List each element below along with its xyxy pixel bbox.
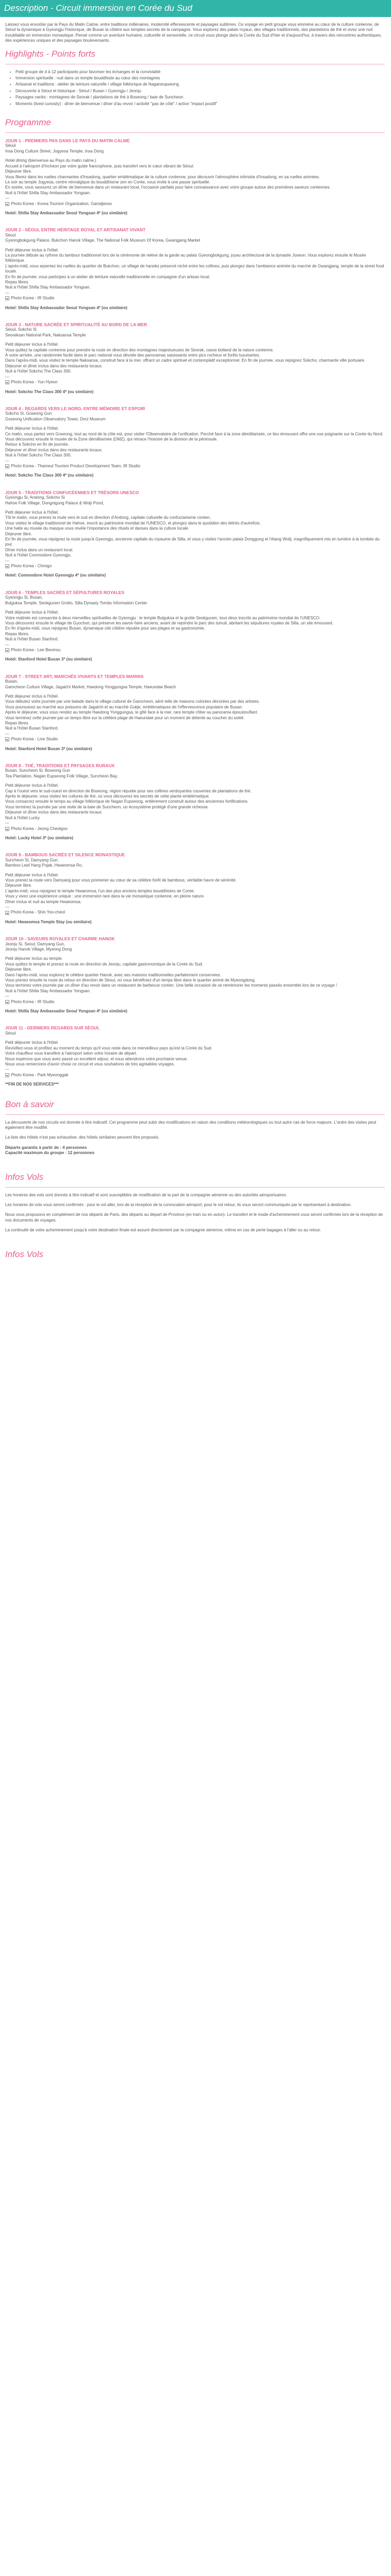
hotel-line: Hotel: Shilla Stay Ambassador Seoul Yongsan 4* (ou similaire) <box>5 1009 127 1014</box>
day-location: Sokcho Si, Goseong Gun <box>5 411 52 416</box>
day-text: Vous découvrez ensuite le village de Gyochon, qui préserve les savoir-faire anciens, avant de rejoindre le parc des tumuli, abritant les sépultures royales de Silla, un site émouvant. <box>5 620 334 625</box>
separator: --- <box>5 458 9 463</box>
content <box>0 22 391 1260</box>
intro-paragraph: Laissez vous envoûter par le Pays du Matin Calme, entre traditions millénaires, modernité effervescente et paysages sublimes. Ce voyage en petit groupe vous emmène au cœur de la culture coréenne, de Séoul la dynamique à Gyeongju l'historique, de Busan la côtière aux temples secrets de la campagne. Vous explorez des palais royaux, des villages traditionnels, des plantations de thé et vivez une nuit inoubliable en immersion monastique. Pensé comme un aventure humaine, culturelle et sensorielle, ce circuit vous plonge dans la Corée du Sud d'hier et d'aujourd'hui, à travers des rencontres authentiques, des expériences uniques et des paysages bouleversants. <box>5 22 382 43</box>
day-text: Dîner inclus et nuit au temple Hwaeomsa. <box>5 899 82 904</box>
infos-title-2: Infos Vols <box>5 1249 44 1259</box>
program-days <box>5 138 385 1087</box>
image-icon <box>5 737 9 741</box>
day-text: Le soir au temple Jogyesa, centre névralgique du bouddhisme zen en Corée, vous invite à une pause spirituelle. <box>5 179 210 184</box>
day-location: Busan, <box>5 679 18 684</box>
separator: --- <box>5 374 9 379</box>
day-text: Petit déjeuner inclus à l'hôtel. <box>5 426 59 431</box>
image-icon <box>5 464 9 468</box>
day-text: Petit déjeuner inclus au temple. <box>5 956 63 961</box>
program-title: Programme <box>5 117 51 128</box>
bon-title: Bon à savoir <box>5 1099 54 1109</box>
photo-credit <box>5 826 385 832</box>
day-text: En fin de journée, vous rejoignez la route jusqu'à Gyeongju, ancienne capitale du royaume de Silla, et vous y visitez l'ancien palais Donggung et l'étang Wolji, magnifiquement mis en lumière à la tombée du jour. <box>5 537 380 547</box>
day-places: Tea Plantation, Nagan Eupseong Folk Village, Suncheon Bay, <box>5 773 118 778</box>
day-places: Gamcheon Culture Village, Jagalchi Market, Haedong Yonggungsa Temple, Haeundae Beach <box>5 684 176 689</box>
day-text: Nuit à l'hôtel Sokcho The Class 300. <box>5 453 72 458</box>
day-text: À votre arrivée, une randonnée facile dans le parc national vous dévoile des panoramas saisissants entre pics rocheux et forêts luxuriantes. <box>5 353 260 358</box>
day-location: Séoul <box>5 232 16 238</box>
day-text: Hotel dining (bienvenue au Pays du matin calme.) <box>5 158 96 163</box>
program-day <box>5 674 385 752</box>
day-text: Petit déjeuner inclus à l'hôtel. <box>5 1040 59 1045</box>
photo-credit <box>5 999 385 1005</box>
highlight-item: • Artisanat et traditions : atelier de teinture naturelle / village folklorique de Naganeupseong <box>15 82 385 87</box>
image-icon <box>5 202 9 206</box>
day-text: Une halte au musée du masque vous révèle l'importance des rituels et danses dans la culture locale. <box>5 526 189 531</box>
separator: --- <box>5 1067 9 1072</box>
day-text: Votre chauffeur vous transfère à l'aéroport selon votre horaire de départ. <box>5 1051 137 1056</box>
day-text: Après le déjeuner, vous vous rendez au temple Haedong Yonggungsa, le gîté face à la mer, rare temple côtier au panorama époustouflant. <box>5 710 258 715</box>
day-text: Nuit à l'hôtel Sokcho The Class 300. <box>5 369 72 374</box>
day-text: Petit déjeuner inclus à l'hôtel. <box>5 342 59 347</box>
day-location: Jeonju Si, Seoul, Damyang Gun, <box>5 941 66 946</box>
day-text: Tôt le matin, vous prenez la route vers le sud en direction d'Andong, capitale culturelle du confucianisme coréen. <box>5 515 211 520</box>
program-day <box>5 1025 385 1087</box>
day-text: Vous poursuivez au marché aux poissons de Jagalchi et au marché Gukje, emblématiques de l'effervescence populaire de Busan. <box>5 704 243 709</box>
day-title: JOUR 4 - REGARDS VERS LE NORD, ENTRE MÉMOIRE ET ESPOIR <box>5 405 145 411</box>
hotel-line: Hotel: Stanford Hotel Busan 3* (ou similaire) <box>5 746 92 751</box>
day-text: Ce matin, vous partez vers Goseong, tout au nord de la côte est, pour visiter l'Observatoire de l'unification. Perché face à la zone démilitarisée, ce lieu émouvant offre une vue poignante sur la Corée du Nord. <box>5 431 384 436</box>
program-day <box>5 590 385 663</box>
day-text: Vous y vivez une expérience unique : une immersion rare dans la vie monastique coréenne, en pleine nature. <box>5 894 205 899</box>
day-text: Dîner inclus dans un restaurant local. <box>5 547 74 552</box>
program-day <box>5 490 385 579</box>
day-text: Déjeuner et dîner inclus dans des restaurants locaux. <box>5 810 103 815</box>
day-text: Nuit à l'hôtel Busan Stanford. <box>5 637 59 642</box>
hotel-line: Hotel: Commodore Hotel Gyeongju 4* (ou similaire) <box>5 573 106 578</box>
day-text: Votre matinée est consacrée à deux merveilles spirituelles de Gyeongju : le temple Bulguksa et la grotte Seokguram, tous deux inscrits au patrimoine mondial de l'UNESCO. <box>5 615 321 620</box>
day-text: Vous consacrez ensuite le temps au village folklorique de Nagan Eupseong, entièrement construit autour des anciennes fortifications. <box>5 799 249 804</box>
day-text: Vous prenez ensuite la route du retour en direction de Séoul, où vous bénéficiez d'un temps libre dans le quartier animé de Myeongdong. <box>5 978 256 983</box>
day-location: Suncheon Si, Damyang Gun, <box>5 857 59 862</box>
day-text: Cap à l'ouest vers le sud-ouest en direction de Boseong, région réputée pour ses collines verdoyantes couvertes de plantations de thé. <box>5 788 252 793</box>
day-places: Hahoe Folk Village, Dongnigung Palace & Wolji Pond, <box>5 500 104 505</box>
day-text: Vous prenez la route vers Damyang pour vous promener au cœur de sa célèbre forêt de bambous, véritable havre de sérénité. <box>5 877 237 883</box>
day-location: Busan, Suncheon Si, Boseong Gun <box>5 768 70 773</box>
day-text: La journée débute au rythme du tambour traditionnel lors de la cérémonie de relève de la garde au palais Gyeongbokgung, joyau architectural de la dynastie Joseon. Vous explorez ensuite le Musée folklorique. <box>5 252 366 263</box>
page-banner: Description - Circuit immersion en Corée du Sud <box>0 0 391 17</box>
highlights-list <box>5 70 385 107</box>
photo-credit-text: Photo Korea - Yun Hyeon <box>11 380 58 385</box>
separator: --- <box>5 904 9 909</box>
image-icon <box>5 296 9 300</box>
bon-paragraph: La liste des hôtels n'est pas exhaustive, des hôtels similaires peuvent être proposés. <box>5 1135 160 1140</box>
image-icon <box>5 827 9 831</box>
photo-credit-text: Photo Korea - Jeong Cheolgoo <box>11 826 68 831</box>
photo-credit-text: Photo Korea - Thameul Tourism Product Development Team, IR Studio <box>11 463 140 468</box>
highlights-title: Highlights - Points forts <box>5 48 95 59</box>
photo-credit <box>5 464 385 469</box>
day-text: Nuit à l'hôtel Commodore Gyeongju. <box>5 553 72 558</box>
hotel-line: Hotel: Stanford Hotel Busan 3* (ou similaire) <box>5 657 92 662</box>
photo-credit <box>5 201 385 207</box>
day-text: En fin de journée, vous participez à un atelier de teinture naturelle traditionnelle en compagnie d'un artisan local. <box>5 274 210 279</box>
program-day <box>5 406 385 479</box>
day-text: Vous filerez dans les ruelles charmantes d'Insadong, quartier emblématique de la culture coréenne, pour découvrir l'atmosphère intimiste d'Insadong, en sa ruelles animées. <box>5 174 320 179</box>
day-text: Nuit à l'hôtel Shilla Stay Ambassador Yongsan. <box>5 190 91 195</box>
day-title: JOUR 6 - TEMPLES SACRÉS ET SÉPULTURES ROYALES <box>5 589 124 595</box>
day-text: Dans l'après-midi, vous visitez le temple Naksansa, construit face à la mer, offrant un cadre spirituel et contemplatif exceptionnel. En fin de journée, vous rejoignez Sokcho, charmante ville portuaire. <box>5 358 366 363</box>
infos-paragraph: Nous vous proposons en complément de nos départs de Paris, des départs au départ de Province (en train ou en avion). Le transfert et le mode d'acheminement vous seront confirmés lors de la réception de nos documents de voyages. <box>5 1212 383 1223</box>
infos-title: Infos Vols <box>5 1172 44 1182</box>
highlight-item: • Immersion spirituelle : nuit dans un temple bouddhiste au cœur des montagnes <box>15 76 385 81</box>
day-text: Après le déjeuner, vous visitez les cultures de thé, où vous découvrez les secrets de cette plante emblématique. <box>5 794 210 799</box>
day-text: Repas libres. <box>5 631 29 636</box>
image-icon <box>5 1073 9 1077</box>
photo-credit-text: Photo Korea - Lee Beomsu <box>11 647 61 652</box>
capacite-text: Capacité maximum du groupe : 12 personnes <box>5 1150 94 1156</box>
day-text: Déjeuner et dîner inclus dans des restaurants locaux. <box>5 363 103 368</box>
day-title: JOUR 7 - STREET ART, MARCHÉS VIVANTS ET TEMPLES MARINS <box>5 673 144 679</box>
day-text: Repas libres. <box>5 280 29 284</box>
image-icon <box>5 648 9 652</box>
hotel-line: Hotel: Shilla Stay Ambassador Seoul Yongsan 4* (ou similaire) <box>5 210 127 215</box>
day-text: Vous quittez la capitale coréenne pour prendre la route en direction des montagnes majestueuses de Seorak, casse bolland de la nature coréenne. <box>5 347 274 352</box>
hotel-line: Hotel: Sokcho The Class 300 4* (ou similaire) <box>5 473 94 478</box>
day-text: Vous débutez votre journée par une balade dans le village culturel de Gamcheon, aéré telle de maisons colorées décorées par des artistes. <box>5 699 260 704</box>
day-text: Dans l'après-midi, vous explorez le célèbre quartier Hanok, avec ses maisons traditionnelles parfaitement conservées. <box>5 972 221 977</box>
day-places: Bamboo Leaf Hang Pojak, Hwaeomsa Ro, <box>5 863 83 868</box>
day-title: JOUR 10 - SAVEURS ROYALES ET CHARME HANOK <box>5 936 115 942</box>
day-text: Petit déjeuner inclus à l'hôtel. <box>5 783 59 788</box>
day-text: Vous terminez cette journée par un temps libre sur la célèbre plage de Haeundae pour un moment de détente au coucher du soleil. <box>5 715 245 720</box>
photo-credit-text: Photo Korea - Chmigo <box>11 564 52 569</box>
day-location: Gyeongju Si, Andong, Sokcho Si <box>5 495 65 500</box>
day-text: Retour à Sokcho en fin de journée. <box>5 442 69 447</box>
day-title: JOUR 5 - TRADITIONS CONFUCÉENNES ET TRÉSORS UNESCO <box>5 489 139 495</box>
day-text: Déjeuner et dîner inclus dans des restaurants locaux. <box>5 447 103 452</box>
day-text: Repas libres. <box>5 721 29 725</box>
infos-paragraph: Les horaires des vols sont donnés à titre indicatif et sont susceptibles de modification de la part de la compagnie aérienne ou des autorités aéroportuaires. <box>5 1192 287 1197</box>
photo-credit <box>5 648 385 653</box>
infos-paragraph: Les horaires de vols vous seront confirmés : pour le vol aller, lors de la réception de la convocation aéroport, pour le vol retour, ils vous seront communiqués par le représentant à destination. <box>5 1202 352 1207</box>
hotel-line: Hotel: Sokcho The Class 300 4* (ou similaire) <box>5 389 94 394</box>
highlight-item: • Moments (lived curiosity) : dîner de bienvenue / dîner d'au revoir / activité "pas de côté" / action "impact positif" <box>15 101 385 107</box>
divider <box>5 1114 385 1115</box>
day-title: JOUR 3 - NATURE SACRÉE ET SPIRITUALITÉ AU BORD DE LA MER <box>5 322 148 328</box>
day-text: Nuit à l'hôtel Busan Stanford. <box>5 726 59 731</box>
photo-credit <box>5 380 385 385</box>
hotel-line: Hotel: Hwaeomsa Temple Stay (ou similaire) <box>5 919 92 924</box>
day-text: Petit déjeuner inclus à l'hôtel. <box>5 247 59 252</box>
photo-credit-text: Photo Korea - IR Studio <box>11 296 55 301</box>
separator: --- <box>5 558 9 563</box>
separator: --- <box>5 731 9 736</box>
day-text: Vous visitez le village traditionnel de Hahoe, inscrit au patrimoine mondial de l'UNESCO, et plongez dans le quotidien des lettrés d'autrefois. <box>5 520 261 526</box>
departs-text: Départs garantis à partir de : 4 personnes <box>5 1145 87 1150</box>
day-text: Nous espérons que vous avez passé un excellent séjour, et nous attendrons votre prochaine venue. <box>5 1056 188 1061</box>
photo-credit <box>5 1073 385 1078</box>
photo-credit-text: Photo Korea - Shin Yoo-cheol <box>11 910 65 915</box>
day-places: Seoraksan National Park, Naksansa Temple <box>5 332 86 337</box>
photo-credit <box>5 296 385 301</box>
divider <box>5 1187 385 1188</box>
day-title: JOUR 11 - DERNIERS REGARDS SUR SÉOUL <box>5 1025 100 1031</box>
day-text: Déjeuner libre. <box>5 531 32 536</box>
photo-credit-text: Photo Korea - IR Studio <box>11 999 55 1004</box>
day-places: Jeonju Hanok Village, Myeong Dong <box>5 947 72 952</box>
day-text: Déjeuner libre. <box>5 967 32 972</box>
day-places: Goseong Unification Observatory Tower, Dmz Museum <box>5 416 106 421</box>
day-location: Gyeongju Si, Busan, <box>5 595 43 600</box>
day-title: JOUR 2 - SÉOUL ENTRE HÉRITAGE ROYAL ET ARTISANAT VIVANT <box>5 227 146 233</box>
highlight-item: • Paysages variés : montagnes de Seorak / plantations de thé à Boseong / baie de Suncheon <box>15 95 385 100</box>
day-text: En soirée, vous savourez un dîner de bienvenue dans un restaurant local, l'occasion parfaite pour faire connaissance avec votre groupe autour des premières saveurs coréennes. <box>5 185 331 190</box>
program-day <box>5 138 385 216</box>
day-places: Insa Dong Culture Street, Jogyesa Temple, Insa Dong <box>5 148 104 154</box>
bon-paragraph: La découverte de nos circuits est donnée à titre indicatif. Cet programme peut subir des modifications en raison des conditions météorologiques ou tout autre cas de force majeure. L'ordre des visites peut également être modifié. <box>5 1120 377 1130</box>
day-text: Nuit à l'hôtel Shilla Stay Ambassador Yongsan. <box>5 988 91 993</box>
day-text: L'après-midi, vous arpentez les ruelles du quartier de Bukchon, un village de hanoks préservé niché entre les collines, puis plongez dans l'ambiance animée du marché de Gwangjang, temple de la street food locale. <box>5 263 384 274</box>
day-text: En fin d'après-midi, vous rejoignez Busan, dynamique cité côtière réputée pour ses plages et sa gastronomie. <box>5 626 205 631</box>
separator: --- <box>5 290 9 295</box>
day-text: Déjeuner libre. <box>5 883 32 888</box>
day-location: Séoul <box>5 1030 16 1036</box>
day-text: Revivifiez-vous et profitez au moment du temps qu'il vous reste dans ce merveilleux pays qu'est la Corée du Sud. <box>5 1045 213 1050</box>
image-icon <box>5 911 9 915</box>
separator: --- <box>5 821 9 826</box>
day-title: JOUR 8 - THÉ, TRADITIONS ET PAYSAGES RURAUX <box>5 763 115 769</box>
photo-credit-text: Photo Korea - Live Studio <box>11 737 58 742</box>
photo-credit <box>5 737 385 742</box>
divider <box>5 132 385 133</box>
infos-paragraph: La continuité de votre acheminement jusqu'à votre destination finale est assuré directement par la compagnie aérienne, même en cas de perte bagages à l'aller ou au retour. <box>5 1228 321 1233</box>
photo-credit <box>5 910 385 915</box>
intro <box>5 22 385 44</box>
day-text: Nuit à l'hôtel Lucky. <box>5 815 41 820</box>
day-text: Petit déjeuner inclus à l'hôtel. <box>5 693 59 699</box>
image-icon <box>5 564 9 568</box>
program-day <box>5 936 385 1014</box>
day-places: Gyeongbokgung Palace, Bukchon Hanok Village, The National Folk Museum Of Korea, Gwangjang Market <box>5 238 201 243</box>
hotel-line: **FIN DE NOS SERVICES*** <box>5 1082 59 1087</box>
day-title: JOUR 9 - BAMBOUS SACRÉS ET SILENCE MONASTIQUE <box>5 852 125 858</box>
image-icon <box>5 380 9 384</box>
day-text: Vous quittez le temple et prenez la route en direction de Jeonju, capitale gastronomique de la Corée du Sud. <box>5 961 203 967</box>
day-text: Nuit à l'hôtel Shilla Stay Ambassador Yongsan. <box>5 285 91 290</box>
separator: --- <box>5 642 9 647</box>
day-text: Vous découvrez ensuite le musée de la Zone démilitarisée (DMZ), qui retrace l'histoire de la division de la péninsule. <box>5 436 218 442</box>
day-text: Petit déjeuner inclus à l'hôtel. <box>5 510 59 515</box>
photo-credit <box>5 564 385 569</box>
separator: --- <box>5 196 9 201</box>
program-day <box>5 322 385 395</box>
hotel-line: Hotel: Shilla Stay Ambassador Seoul Yongsan 4* (ou similaire) <box>5 305 127 310</box>
day-text: Nous vous remercions d'avoir choisi ce circuit et vous souhaitons de très agréables voyages. <box>5 1061 175 1066</box>
day-title: JOUR 1 - PREMIERS PAS DANS LE PAYS DU MATIN CALME <box>5 138 130 144</box>
day-location: Séoul <box>5 143 16 148</box>
day-location: Séoul, Sokcho Si <box>5 327 37 332</box>
day-text: Petit déjeuner inclus à l'hôtel. <box>5 610 59 615</box>
day-text: Vous terminez votre journée par un dîner d'au revoir dans un restaurant de barbecue coréen. Une belle occasion de se remémorer les moments passés ensemble lors de ce voyage ! <box>5 983 337 988</box>
day-places: Bulguksa Temple, Seokguram Grotto, Silla Dynasty Tombs Information Center <box>5 600 148 605</box>
separator: --- <box>5 994 9 999</box>
day-text: L'après-midi, vous rejoignez le temple Hwaeomsa, l'un des plus anciens temples bouddhistes de Corée. <box>5 888 195 893</box>
program-day <box>5 852 385 925</box>
program-day <box>5 227 385 311</box>
image-icon <box>5 1000 9 1004</box>
highlight-item: • Petit groupe de 4 à 12 participants pour favoriser les échanges et la convivialité <box>15 70 385 75</box>
photo-credit-text: Photo Korea - Korea Tourism Organization, Gamdjeoso <box>11 201 112 206</box>
highlight-item: • Découverte à Séoul et historique : Séoul / Busan / Gyeongju / Jeonju <box>15 89 385 94</box>
day-text: Accueil à l'aéroport d'Incheon par votre guide francophone, puis transfert vers le cœur vibrant de Séoul. <box>5 163 194 168</box>
photo-credit-text: Photo Korea - Park Myeonggak <box>11 1072 69 1077</box>
day-text: Vous terminez la journée par une visite de la baie de Suncheon, un écosystème protégé d'une grande richesse. <box>5 804 209 809</box>
day-text: Déjeuner libre. <box>5 169 32 174</box>
day-text: Petit déjeuner inclus à l'hôtel. <box>5 872 59 877</box>
spacer <box>5 1036 385 1040</box>
hotel-line: Hotel: Lucky Hotel 3* (ou similaire) <box>5 835 74 840</box>
program-day <box>5 763 385 841</box>
